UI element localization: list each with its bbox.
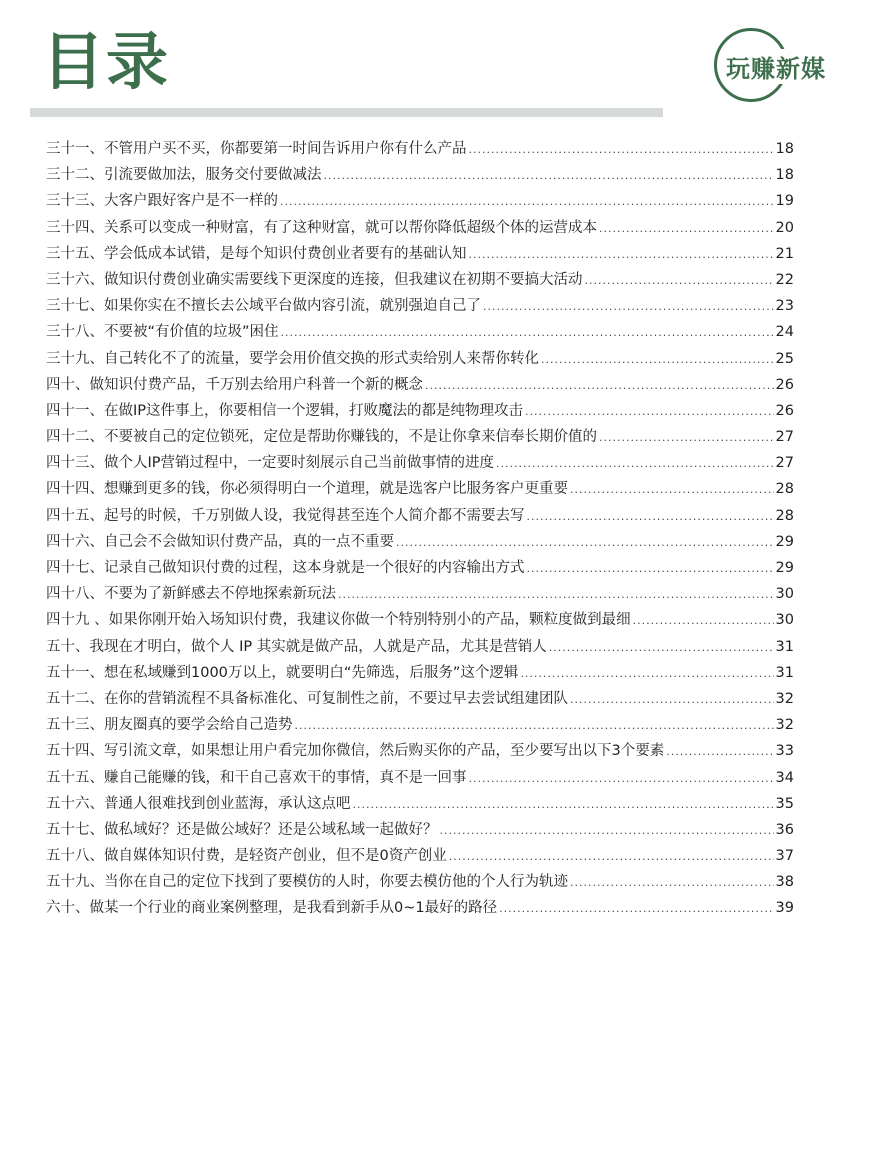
toc-page-number: 30: [775, 586, 794, 603]
toc-dot-leader: [295, 713, 774, 739]
toc-page-number: 29: [775, 560, 794, 576]
toc-dot-leader: [633, 608, 774, 634]
toc-entry-title: 三十二、引流要做加法，服务交付要做减法: [46, 167, 322, 184]
toc-entry-title: 四十七、记录自己做知识付费的过程，这本身就是一个很好的内容输出方式: [46, 560, 525, 576]
toc-dot-leader: [324, 163, 774, 189]
toc-entry[interactable]: [46, 660, 794, 686]
toc-dot-leader: [469, 766, 774, 792]
toc-entry[interactable]: [46, 424, 794, 450]
toc-dot-leader: [425, 373, 774, 399]
toc-page-number: 38: [775, 874, 794, 891]
toc-dot-leader: [483, 294, 774, 320]
toc-entry-title: 四十四、想赚到更多的钱，你必须得明白一个道理，就是选客户比服务客户更重要: [46, 481, 568, 498]
toc-entry-title: 三十四、关系可以变成一种财富，有了这种财富，就可以帮你降低超级个体的运营成本: [46, 219, 597, 236]
toc-page-number: 39: [775, 900, 794, 917]
toc-dot-leader: [469, 242, 774, 268]
toc-page-number: 31: [775, 664, 794, 681]
toc-dot-leader: [499, 896, 773, 922]
toc-dot-leader: [396, 530, 774, 556]
toc-page-number: 30: [775, 612, 794, 629]
toc-page-number: 29: [775, 533, 794, 550]
toc-entry-title: 四十一、在做IP这件事上，你要相信一个逻辑，打败魔法的都是纯物理攻击: [46, 402, 524, 419]
toc-entry-title: 五十八、做自媒体知识付费，是轻资产创业，但不是0资产创业: [46, 848, 447, 865]
toc-entry-title: 六十、做某一个行业的商业案例整理，是我看到新手从0~1最好的路径: [46, 900, 498, 917]
toc-entry[interactable]: [46, 686, 794, 712]
title-underline-bar: [30, 108, 663, 117]
toc-dot-leader: [440, 818, 774, 844]
toc-dot-leader: [527, 504, 774, 530]
toc-dot-leader: [541, 347, 774, 373]
toc-dot-leader: [338, 582, 774, 608]
toc-dot-leader: [520, 661, 773, 687]
toc-entry-title: 四十八、不要为了新鲜感去不停地探索新玩法: [46, 586, 336, 603]
toc-entry[interactable]: [46, 738, 794, 764]
toc-entry[interactable]: [46, 817, 794, 843]
toc-entry-title: 五十九、当你在自己的定位下找到了要模仿的人时，你要去模仿他的个人行为轨迹: [46, 874, 568, 891]
toc-entry-title: 三十八、不要被“有价值的垃圾”困住: [46, 324, 279, 341]
toc-entry-title: 四十三、做个人IP营销过程中，一定要时刻展示自己当前做事情的进度: [46, 455, 495, 472]
toc-entry[interactable]: [46, 215, 794, 241]
toc-entry[interactable]: [46, 765, 794, 791]
toc-page-number: 25: [775, 350, 794, 367]
toc-dot-leader: [280, 189, 774, 215]
toc-entry[interactable]: [46, 319, 794, 345]
toc-entry[interactable]: [46, 791, 794, 817]
toc-page-number: 37: [775, 848, 794, 865]
toc-entry[interactable]: [46, 267, 794, 293]
toc-page-number: 33: [775, 743, 794, 760]
toc-entry-title: 四十五、起号的时候，千万别做人设，我觉得甚至连个人简介都不需要去写: [46, 507, 525, 524]
toc-page-number: 31: [775, 638, 794, 655]
toc-entry[interactable]: [46, 293, 794, 319]
toc-dot-leader: [353, 792, 774, 818]
toc-entry[interactable]: [46, 895, 794, 921]
toc-entry-title: 五十、我现在才明白，做个人 IP 其实就是做产品，人就是产品，尤其是营销人: [46, 638, 547, 655]
toc-dot-leader: [570, 687, 774, 713]
toc-page-number: 26: [775, 402, 794, 419]
toc-dot-leader: [599, 425, 774, 451]
toc-entry-title: 五十二、在你的营销流程不具备标准化、可复制性之前，不要过早去尝试组建团队: [46, 690, 568, 707]
toc-dot-leader: [549, 635, 774, 661]
toc-entry-title: 五十三、朋友圈真的要学会给自己造势: [46, 717, 293, 734]
toc-entry[interactable]: [46, 241, 794, 267]
toc-entry[interactable]: [46, 162, 794, 188]
toc-entry-title: 三十三、大客户跟好客户是不一样的: [46, 193, 278, 210]
toc-entry[interactable]: [46, 476, 794, 502]
toc-entry-title: 三十六、做知识付费创业确实需要线下更深度的连接，但我建议在初期不要搞大活动: [46, 271, 583, 288]
toc-entry[interactable]: [46, 634, 794, 660]
toc-page-number: 21: [775, 245, 794, 262]
toc-dot-leader: [527, 556, 774, 582]
toc-dot-leader: [525, 399, 774, 425]
toc-dot-leader: [469, 137, 774, 163]
toc-page-number: 22: [775, 271, 794, 288]
toc-entry[interactable]: [46, 450, 794, 476]
toc-page-number: 18: [775, 141, 794, 157]
toc-entry[interactable]: [46, 712, 794, 738]
toc-page-number: 18: [775, 167, 794, 184]
toc-page-number: 32: [775, 717, 794, 734]
toc-page-number: 32: [775, 690, 794, 707]
toc-page-number: 26: [775, 376, 794, 393]
toc-page-number: 35: [775, 795, 794, 812]
toc-entry-title: 五十六、普通人很难找到创业蓝海，承认这点吧: [46, 795, 351, 812]
toc-dot-leader: [570, 870, 774, 896]
toc-dot-leader: [281, 320, 774, 346]
toc-entry[interactable]: [46, 398, 794, 424]
toc-entry-title: 四十、做知识付费产品，千万别去给用户科普一个新的概念: [46, 376, 423, 393]
toc-page-number: 34: [775, 769, 794, 786]
toc-page-number: 27: [775, 455, 794, 472]
toc-entry-title: 五十七、做私域好？还是做公域好？还是公域私域一起做好？: [46, 821, 438, 838]
page-title: 目录: [42, 25, 171, 98]
toc-page-number: 20: [775, 219, 794, 236]
toc-entry[interactable]: [46, 503, 794, 529]
toc-page-number: 28: [775, 481, 794, 498]
toc-entry[interactable]: [46, 843, 794, 869]
toc-entry[interactable]: [46, 188, 794, 214]
toc-page-number: 27: [775, 429, 794, 446]
toc-dot-leader: [496, 451, 774, 477]
table-of-contents: [46, 136, 794, 922]
toc-page-number: 36: [775, 821, 794, 838]
toc-entry-title: 三十七、如果你实在不擅长去公域平台做内容引流，就别强迫自己了: [46, 298, 481, 315]
toc-entry-title: 五十四、写引流文章，如果想让用户看完加你微信，然后购买你的产品，至少要写出以下3个要素: [46, 743, 665, 760]
toc-entry-title: 四十六、自己会不会做知识付费产品，真的一点不重要: [46, 533, 394, 550]
toc-dot-leader: [570, 477, 774, 503]
toc-entry-title: 五十五、赚自己能赚的钱，和干自己喜欢干的事情，真不是一回事: [46, 769, 467, 786]
toc-entry[interactable]: [46, 529, 794, 555]
toc-entry[interactable]: [46, 581, 794, 607]
toc-page-number: 24: [775, 324, 794, 341]
toc-page-number: 19: [775, 193, 794, 210]
toc-entry[interactable]: [46, 136, 794, 162]
toc-entry-title: 四十九 、如果你刚开始入场知识付费，我建议你做一个特别特别小的产品，颗粒度做到最细: [46, 612, 631, 629]
toc-entry[interactable]: [46, 346, 794, 372]
toc-entry[interactable]: [46, 869, 794, 895]
toc-dot-leader: [449, 844, 774, 870]
toc-entry[interactable]: [46, 607, 794, 633]
brand-logo-text: 玩赚新媒: [724, 49, 828, 84]
toc-entry[interactable]: [46, 555, 794, 581]
toc-dot-leader: [585, 268, 774, 294]
toc-entry-title: 三十一、不管用户买不买，你都要第一时间告诉用户你有什么产品: [46, 141, 467, 157]
toc-dot-leader: [666, 739, 773, 765]
toc-dot-leader: [599, 216, 774, 242]
toc-entry-title: 三十五、学会低成本试错，是每个知识付费创业者要有的基础认知: [46, 245, 467, 262]
toc-entry[interactable]: [46, 372, 794, 398]
toc-entry-title: 三十九、自己转化不了的流量，要学会用价值交换的形式卖给别人来帮你转化: [46, 350, 539, 367]
toc-entry-title: 五十一、想在私域赚到1000万以上，就要明白“先筛选，后服务”这个逻辑: [46, 664, 519, 681]
toc-entry-title: 四十二、不要被自己的定位锁死，定位是帮助你赚钱的，不是让你拿来信奉长期价值的: [46, 429, 597, 446]
toc-page-number: 28: [775, 507, 794, 524]
toc-page-number: 23: [775, 298, 794, 315]
